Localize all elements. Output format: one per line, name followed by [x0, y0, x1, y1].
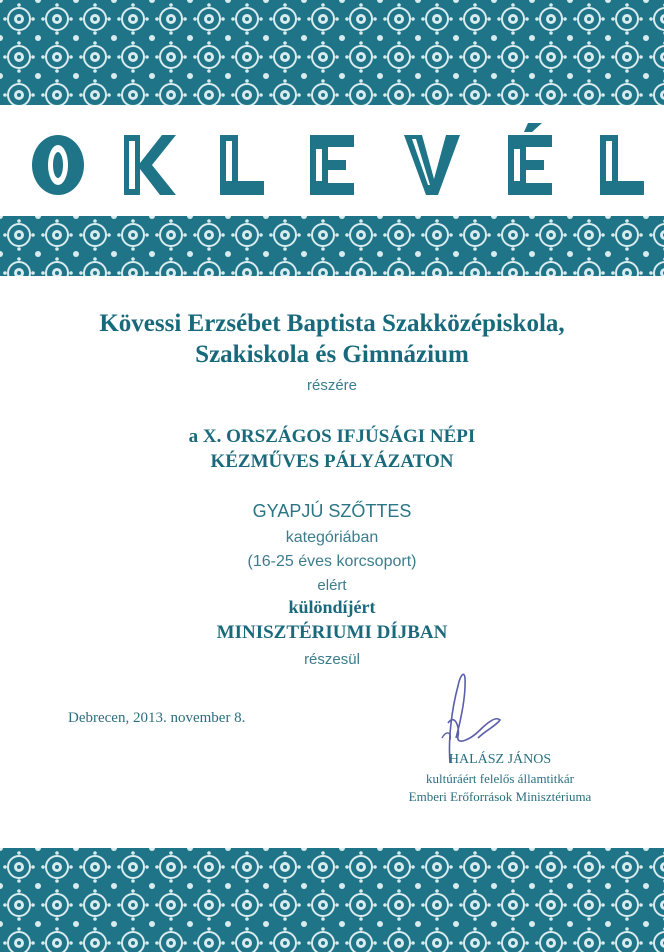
signatory-title: kultúráért felelős államtitkár	[426, 771, 574, 786]
category-name: GYAPJÚ SZŐTTES	[252, 501, 412, 521]
title-letter-e-acute	[502, 123, 558, 197]
award-line-2: MINISZTÉRIUMI DÍJBAN	[216, 622, 448, 643]
title-letter-e	[304, 133, 360, 197]
for-label: részére	[306, 377, 358, 394]
competition-name	[0, 424, 664, 474]
competition-line-2: KÉZMŰVES PÁLYÁZATON	[210, 451, 454, 472]
school-line-1: Kövessi Erzsébet Baptista Szakközépiskola,	[99, 310, 565, 337]
title-letter-o	[30, 133, 86, 197]
bottom-ornament-band	[0, 848, 664, 952]
title-letter-l-2	[592, 133, 648, 197]
achieved-label: elért	[317, 577, 347, 594]
category-label: kategóriában	[285, 529, 379, 546]
signatory-organization: Emberi Erőforrások Minisztériuma	[408, 789, 592, 804]
title-letter-v	[404, 133, 460, 197]
competition-line-1: a X. ORSZÁGOS IFJÚSÁGI NÉPI	[188, 426, 476, 447]
received-label: részesül	[304, 651, 360, 668]
middle-ornament-band	[0, 216, 664, 276]
signatory-name: HALÁSZ JÁNOS	[448, 752, 552, 767]
school-line-2: Szakiskola és Gimnázium	[195, 341, 469, 368]
title-text	[0, 105, 1, 106]
age-group: (16-25 éves korcsoport)	[247, 553, 417, 570]
certificate-title	[0, 105, 664, 216]
date-place: Debrecen, 2013. november 8.	[68, 710, 246, 726]
top-ornament-band	[0, 0, 664, 105]
award-line-1: különdíjért	[288, 597, 376, 617]
title-letter-l	[212, 133, 268, 197]
title-letter-k	[120, 133, 176, 197]
school-name	[0, 308, 664, 370]
